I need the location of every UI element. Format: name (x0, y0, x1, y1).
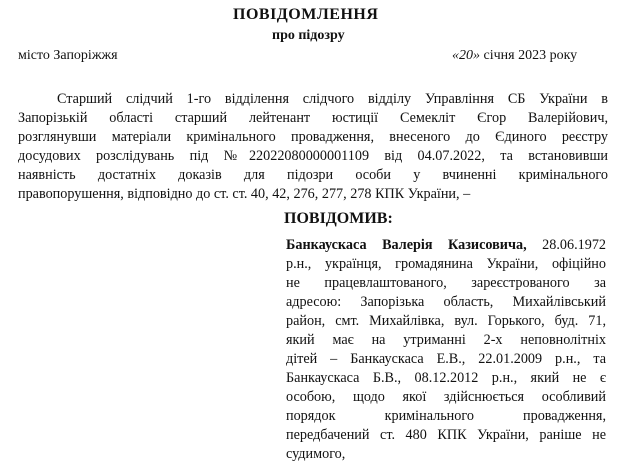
suspect-first-line (286, 236, 606, 255)
suspect-line: не працевлаштованого, зареєстрованого за (286, 275, 606, 291)
date (452, 48, 577, 64)
suspect-line: район, смт. Михайлівка, вул. Горького, буд. 71, (286, 313, 606, 329)
suspect-line: адресою: Запорізька область, Михайлівський (286, 294, 606, 310)
suspect-line: Банкаускаса Б.В., 08.12.2012 р.н., який не є (286, 370, 606, 386)
date-day: «20» (452, 48, 480, 63)
notified-heading: ПОВІДОМИВ: (284, 210, 393, 227)
suspect-line: судимого, (286, 446, 346, 462)
intro-line: наявність достатніх доказів для підозри особи у вчиненні кримінального (18, 167, 608, 183)
document-title: ПОВІДОМЛЕННЯ (233, 6, 379, 23)
date-rest: січня 2023 року (483, 48, 578, 63)
suspect-line: р.н., українця, громадянина України, офіційно (286, 256, 606, 272)
place: місто Запоріжжя (18, 48, 118, 63)
intro-line: правопорушення, відповідно до ст. ст. 40, 42, 276, 277, 278 КПК України, – (18, 186, 471, 202)
suspect-line: 28.06.1972 (542, 237, 606, 253)
intro-line: Запорізькій області старший лейтенант юстиції Семекліт Єгор Валерійович, (18, 110, 608, 126)
suspect-line: який має на утриманні 2-х неповнолітніх (286, 332, 606, 348)
intro-line: Старший слідчий 1-го відділення слідчого відділу Управління СБ України в (57, 91, 608, 107)
suspect-name: Банкаускаса Валерія Казисовича, (286, 237, 527, 253)
suspect-line: дітей – Банкаускаса Е.В., 22.01.2009 р.н., та (286, 351, 606, 367)
document-subtitle: про підозру (272, 28, 345, 43)
intro-line: розглянувши матеріали кримінального провадження, внесеного до Єдиного реєстру (18, 129, 608, 145)
suspect-line: передбачений ст. 480 КПК України, раніше не (286, 427, 606, 443)
suspect-line: особою, щодо якої здійснюється особливий (286, 389, 606, 405)
intro-line: досудових розслідувань під №22022080000001109 від 04.07.2022, та встановивши (18, 148, 608, 164)
suspect-line: порядок кримінального провадження, (286, 408, 606, 424)
